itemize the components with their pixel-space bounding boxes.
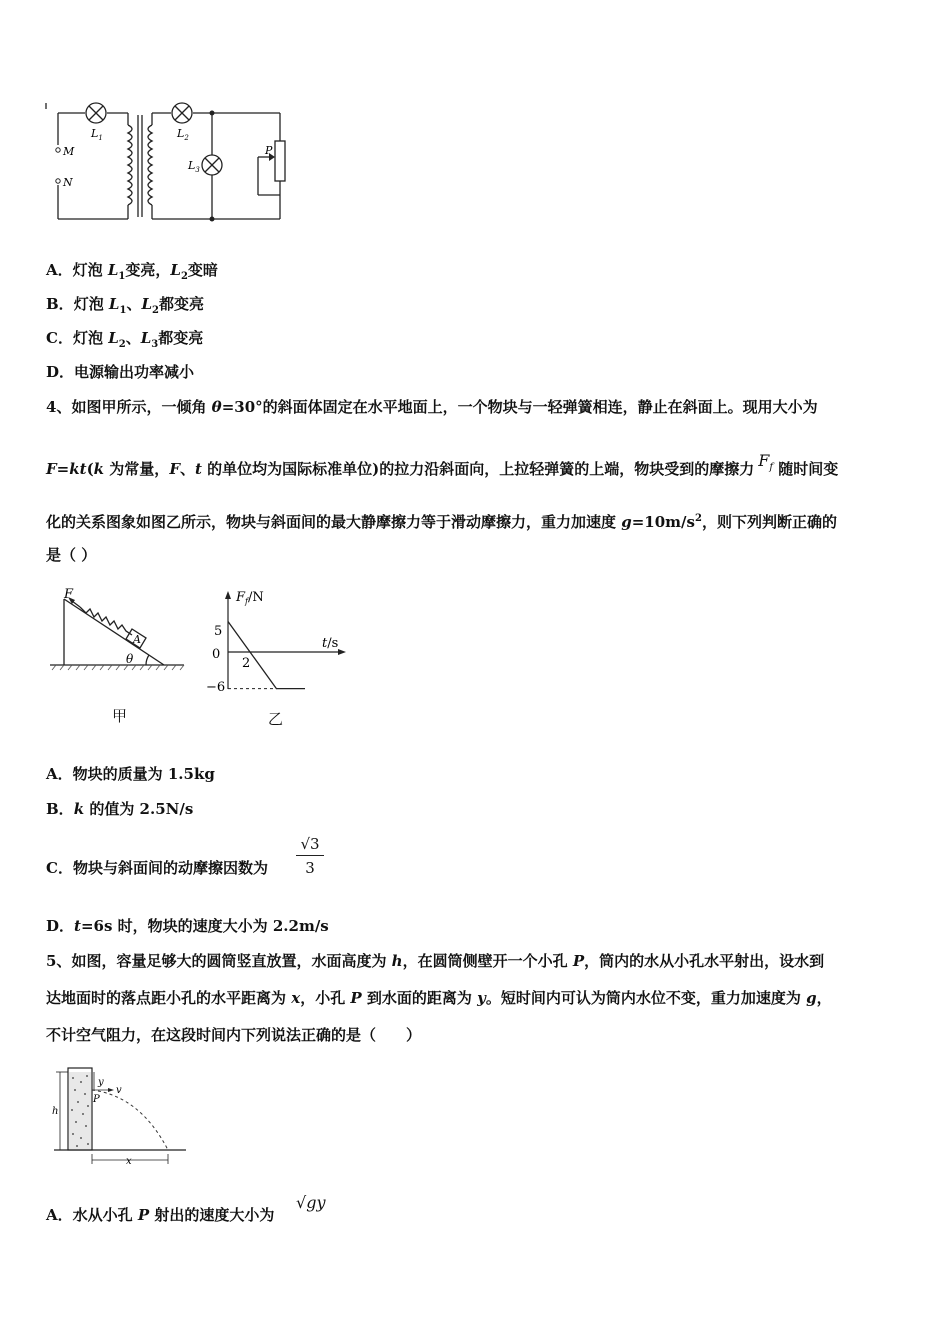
q4-stem-line3: 化的关系图象如图乙所示，物块与斜面间的最大静摩擦力等于滑动摩擦力，重力加速度 $g=10m/s^2$，则下列判断正确的 [46,513,837,531]
q4-stem-line2: F=kt(k 为常量，F、t 的单位均为国际标准单位)的拉力沿斜面向，上拉轻弹簧的上端，物块受到的摩擦力 $F_f$ 随时间变 [46,451,839,478]
q4-stem-line4: 是（ ） [46,546,97,564]
q5-stem-line3: 不计空气阻力，在这段时间内下列说法正确的是（ ） [46,1026,422,1044]
caption-yi: 乙 [268,710,284,728]
q4-option-c: C．物块与斜面间的动摩擦因数为 [46,859,268,877]
caption-jia: 甲 [112,707,128,725]
label-h: h [52,1106,59,1117]
label-P: P [93,1094,100,1105]
q3-option-b: B．灯泡 $L_1$、$L_2$都变亮 [46,295,204,316]
y-axis-label: F [236,590,246,605]
label-A: A [133,633,141,646]
q3-option-c: C．灯泡 $L_2$、$L_3$都变亮 [46,329,204,350]
incline-spring-figure [46,585,186,675]
label-N: N [63,176,73,189]
q3-option-a: A．灯泡 $L_1$变亮，$L_2$变暗 [46,261,218,282]
label-y: y [98,1077,104,1088]
tick-2: 2 [242,656,251,671]
transformer-circuit-figure [40,95,300,230]
sqrt-gy: √gy [296,1193,326,1212]
label-v: v [116,1085,122,1096]
q4-option-b: B．k 的值为 2.5N/s [46,800,194,818]
water-cylinder-figure [50,1060,190,1172]
q5-stem-line1: 5、如图，容量足够大的圆筒竖直放置，水面高度为 h，在圆筒侧壁开一个小孔 P，筒内的水从小孔水平射出，设水到 [46,952,825,970]
q5-option-a: A．水从小孔 P 射出的速度大小为 [46,1206,275,1224]
svg-text:Ff/N: $F_f/N$ [236,590,264,606]
svg-text:L1: $L_1$ [91,127,103,142]
label-L2: L [177,127,185,140]
q4-option-d: D．t=6s 时，物块的速度大小为 2.2m/s [46,917,329,935]
friction-curve [228,622,305,689]
label-F: F [64,587,74,602]
tick-5: 5 [214,624,223,639]
label-P: P [265,144,273,157]
label-L3: L [188,159,196,172]
label-L1: L [91,127,99,140]
x-axis-label: t [322,636,328,651]
friction-time-graph [200,585,350,695]
tick-0: 0 [212,647,221,662]
tick-minus6: −6 [206,680,226,695]
label-x: x [126,1156,132,1167]
q4-option-a: A．物块的质量为 1.5kg [46,765,215,783]
q5-stem-line2: 达地面时的落点距小孔的水平距离为 x，小孔 P 到水面的距离为 y。短时间内可认为筒内水位不变，重力加速度为 g， [46,989,832,1007]
label-theta: θ [126,652,134,666]
q3-option-d: D．电源输出功率减小 [46,363,195,381]
q4-stem-line1: 4、如图甲所示，一倾角 θ=30°的斜面体固定在水平地面上，一个物块与一轻弹簧相连，静止在斜面上。现用大小为 [46,398,818,416]
svg-text:L2: $L_2$ [177,127,189,142]
label-M: M [63,145,75,158]
fraction-sqrt3-over-3: √3 3 [296,833,324,880]
svg-text:t/s: t/s [322,636,339,651]
svg-text:L3: $L_3$ [188,159,200,174]
